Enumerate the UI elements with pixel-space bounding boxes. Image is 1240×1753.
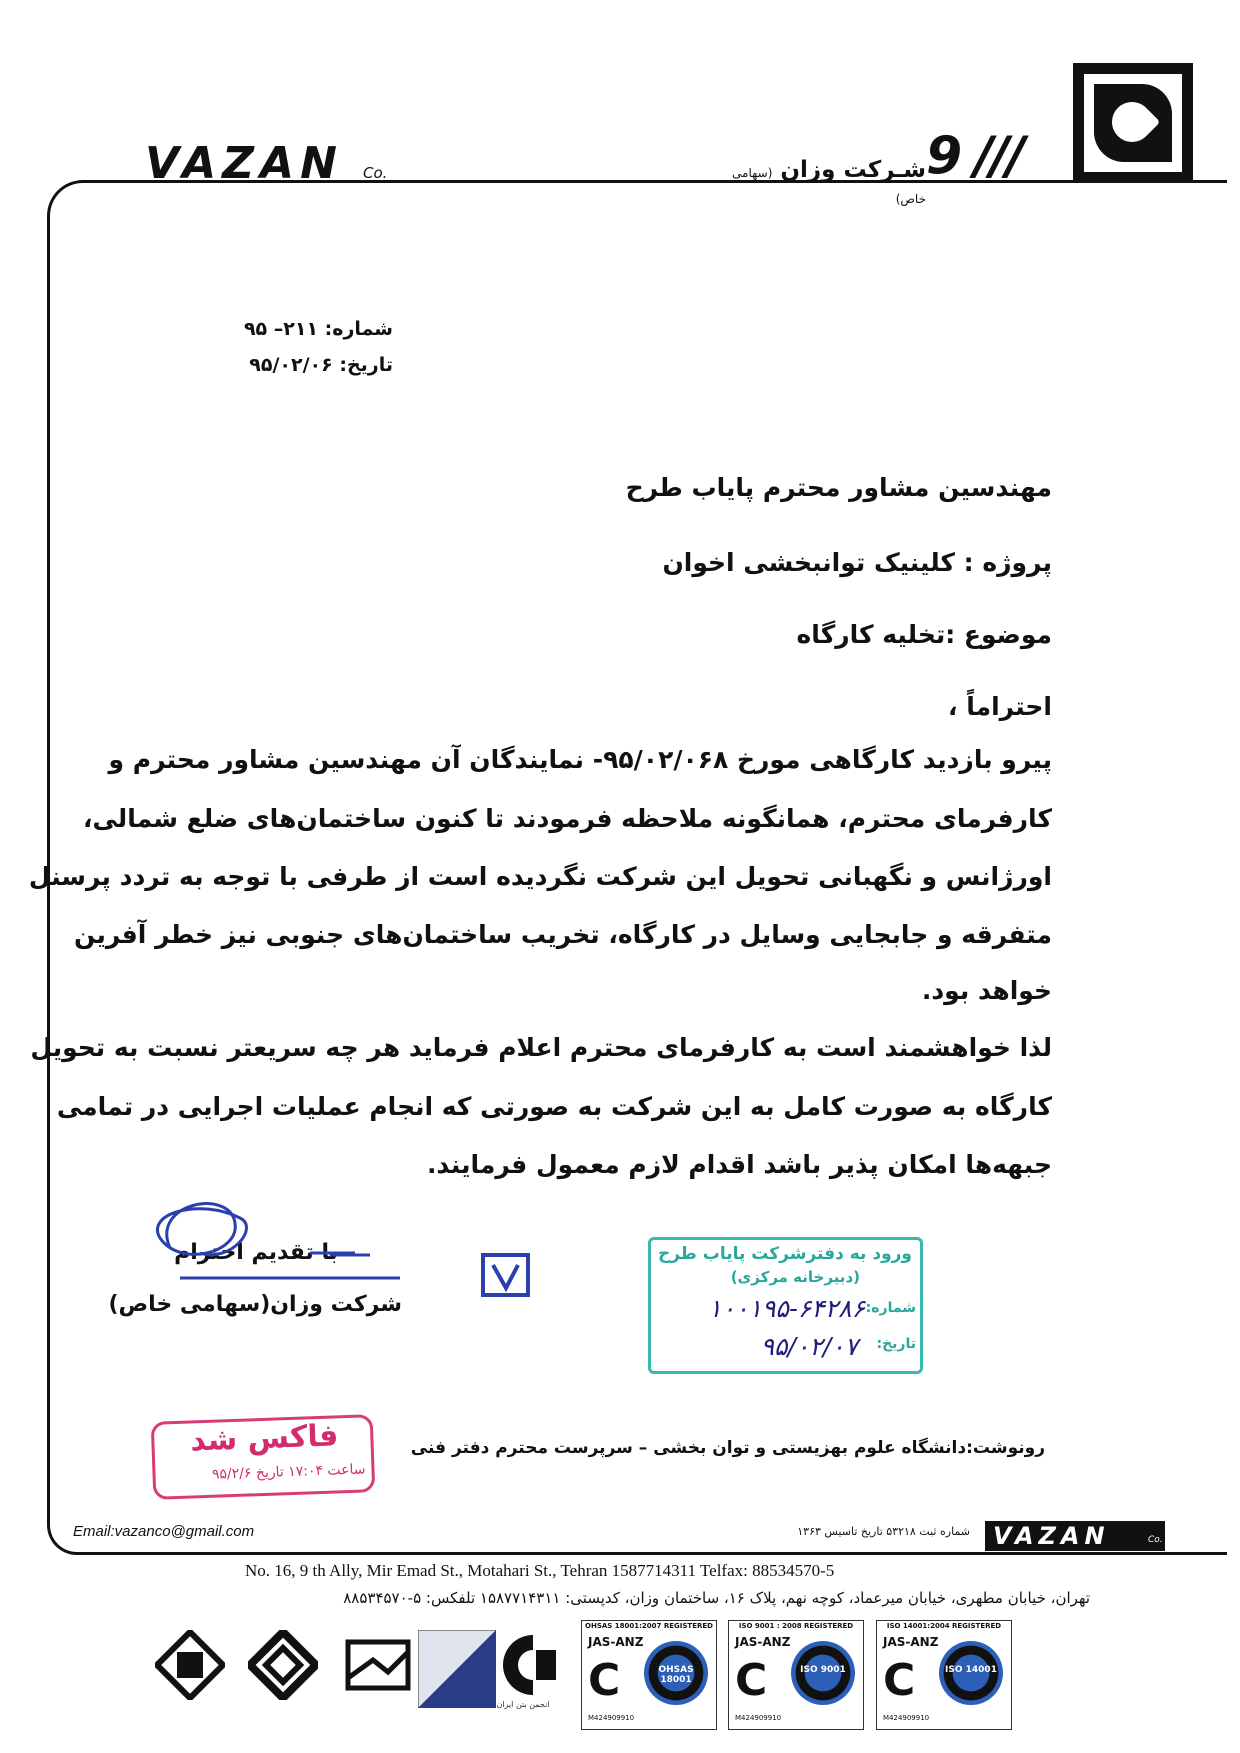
logo-mark-icon <box>1094 84 1172 162</box>
association-caption: انجمن بتن ایران <box>496 1700 550 1709</box>
cert-caption: ISO 14001:2004 REGISTERED <box>886 1622 1002 1630</box>
cert-ohsas <box>581 1620 717 1730</box>
letter-date: تاریخ: ۹۵/۰۲/۰۶ <box>249 354 393 376</box>
contractors-logo-icon <box>343 1630 413 1700</box>
cert-iso14001 <box>876 1620 1012 1730</box>
cert-caption: OHSAS 18001:2007 REGISTERED <box>585 1622 713 1630</box>
footer-logo-suffix: Co. <box>1148 1535 1163 1545</box>
company-logo <box>1073 63 1193 183</box>
body-line: اورژانس و نگهبانی تحویل این شرکت نگردیده است از طرفی با توجه به تردد پرسنل <box>28 862 1052 891</box>
closing: با تقدیم احترام <box>174 1240 338 1265</box>
iso14001-seal-icon: ISO 14001 <box>939 1641 1003 1705</box>
body-line: لذا خواهشمند است به کارفرمای محترم اعلام فرماید هر چه سریعتر نسبت به تحویل <box>30 1033 1052 1062</box>
brand-wordmark-en: VAZAN <box>145 138 343 189</box>
ohsas-seal-icon: OHSAS 18001 <box>644 1641 708 1705</box>
email: Email:vazanco@gmail.com <box>73 1523 255 1540</box>
subject-line: موضوع :تخلیه کارگاه <box>796 620 1052 649</box>
body-line: جبهه‌ها امکان پذیر باشد اقدام لازم معمول فرمایند. <box>426 1150 1052 1179</box>
body-line: متفرقه و جابجایی وسایل در کارگاه، تخریب ساختمان‌های جنوبی نیز خطر آفرین <box>74 920 1052 949</box>
concrete-institute-logo-icon <box>498 1630 568 1700</box>
address-en: No. 16, 9 th Ally, Mir Emad St., Motahari St., Tehran 1587714311 Telfax: 88534570-5 <box>245 1561 835 1580</box>
letter-number: شماره: ۲۱۱– ۹۵ <box>243 318 393 340</box>
cert-iso9001 <box>728 1620 864 1730</box>
stamp-number-label: شماره: <box>865 1300 916 1316</box>
stamp-date-value: ۹۵/۰۲/۰۷ <box>760 1332 858 1361</box>
cert-brand: JAS-ANZ <box>883 1635 939 1649</box>
cert-brand: JAS-ANZ <box>588 1635 644 1649</box>
association-logo-icon <box>155 1630 225 1700</box>
cc-line: رونوشت:دانشگاه علوم بهزیستی و توان بخشی – سرپرست محترم دفتر فنی <box>410 1438 1045 1458</box>
signature-scribble <box>140 1193 400 1313</box>
company-name: شـرکت وزان <box>780 157 926 183</box>
receipt-stamp <box>648 1237 923 1374</box>
steel-union-logo-icon <box>418 1630 496 1708</box>
registration-info: شماره ثبت ۵۳۲۱۸ تاریخ تاسیس ۱۳۶۳ <box>797 1525 970 1538</box>
certifications-row <box>143 1620 1163 1740</box>
cert-brand: JAS-ANZ <box>735 1635 791 1649</box>
stamp-number-value: ۱۰۰۱۹۵-۶۴۲۸۶ <box>708 1294 865 1323</box>
body-line: کارفرمای محترم، همانگونه ملاحظه فرمودند تا کنون ساختمان‌های ضلع شمالی، <box>83 804 1052 833</box>
company-type: (سهامی خاص) <box>732 166 926 206</box>
signature-company: شرکت وزان(سهامی خاص) <box>108 1292 402 1317</box>
engineering-org-logo-icon <box>248 1630 318 1700</box>
salutation: احتراماً ، <box>948 692 1052 721</box>
stamp-subtitle: (دبیرخانه مرکزی) <box>730 1268 860 1286</box>
jas-anz-c-icon: C <box>735 1655 768 1706</box>
body-line: خواهد بود. <box>921 976 1052 1005</box>
fax-title: فاکس شد <box>189 1418 339 1459</box>
cert-number: M424909910 <box>588 1714 635 1722</box>
stamp-title: ورود به دفترشرکت پایاب طرح <box>657 1244 912 1264</box>
jas-anz-c-icon: C <box>588 1655 621 1706</box>
brand-wordmark-fa: 9 /// <box>926 126 1023 186</box>
body-line: پیرو بازدید کارگاهی مورخ ۹۵/۰۲/۰۶۸- نمایندگان آن مهندسین مشاور محترم و <box>108 745 1052 774</box>
signature-logo-icon <box>478 1250 538 1300</box>
body-line: کارگاه به صورت کامل به این شرکت به صورتی که انجام عملیات اجرایی در تمامی <box>56 1092 1052 1121</box>
cert-caption: ISO 9001 : 2008 REGISTERED <box>738 1622 854 1630</box>
iso9001-seal-icon: ISO 9001 <box>791 1641 855 1705</box>
brand-suffix: Co. <box>363 164 388 182</box>
project-line: پروژه : کلینیک توانبخشی اخوان <box>662 548 1052 577</box>
jas-anz-c-icon: C <box>883 1655 916 1706</box>
cert-number: M424909910 <box>883 1714 930 1722</box>
fax-time-date: ساعت ۱۷:۰۴ تاریخ ۹۵/۲/۶ <box>211 1461 366 1483</box>
recipient: مهندسین مشاور محترم پایاب طرح <box>625 473 1052 502</box>
address-fa: تهران، خیابان مطهری، خیابان میرعماد، کوچه نهم، پلاک ۱۶، ساختمان وزان، کدپستی: ۱۵۸۷۷۱۴۳۱۱ تلفکس: ۵-۸۸۵۳۴۵۷۰ <box>343 1589 1090 1607</box>
footer-logo: VAZAN <box>985 1521 1165 1551</box>
fax-stamp <box>151 1414 376 1500</box>
cert-number: M424909910 <box>735 1714 782 1722</box>
stamp-date-label: تاریخ: <box>876 1336 916 1352</box>
